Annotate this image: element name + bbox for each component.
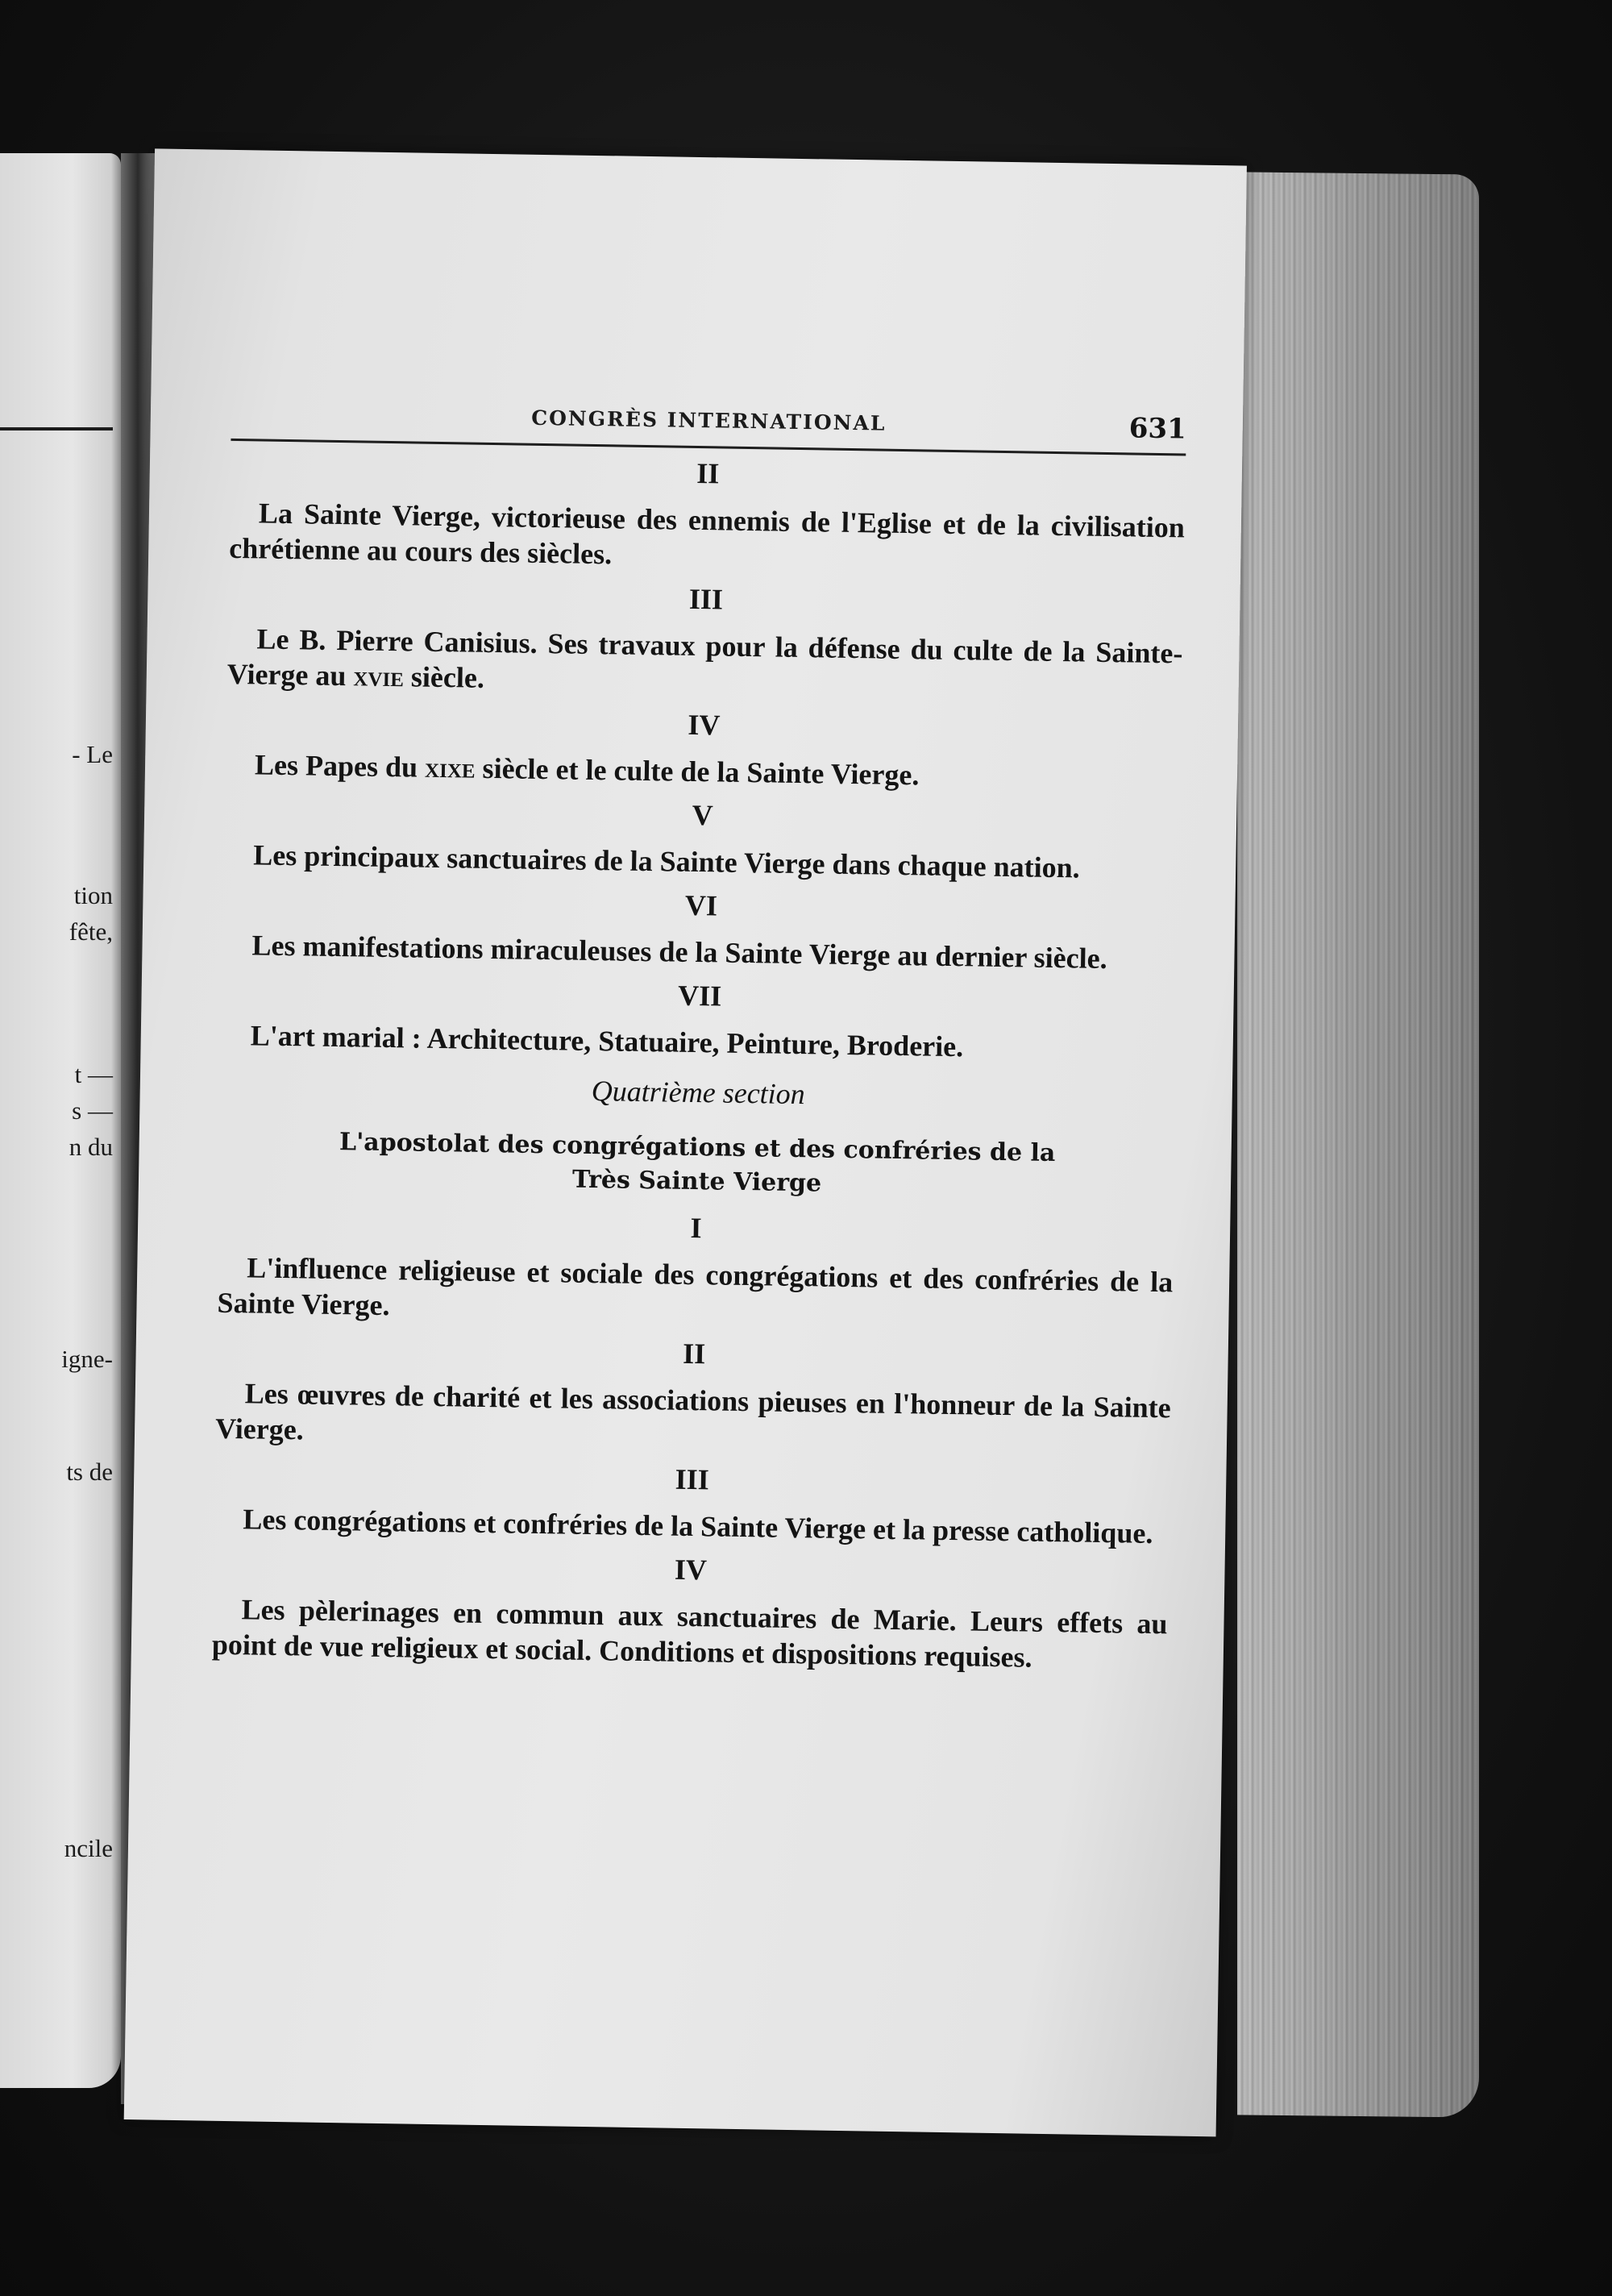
- left-fragment: fête,: [69, 917, 113, 946]
- roman-numeral: I: [690, 1211, 702, 1245]
- item-text-part: Les Papes du: [254, 748, 426, 784]
- century-numeral: xixe: [424, 751, 476, 784]
- roman-numeral: III: [688, 582, 724, 616]
- section-title: Quatrième section: [591, 1075, 806, 1111]
- item-text: [227, 621, 1183, 707]
- item-text: Les pèlerinages en commun aux sanctuaires de Marie. Leurs effets au point de vue religieux et social. Conditions et dispositions requises.: [211, 1593, 1168, 1674]
- century-numeral: xvie: [353, 659, 405, 693]
- left-page-edge: [0, 153, 121, 2088]
- section-subtitle-line: Très Sainte Vierge: [571, 1165, 822, 1198]
- left-fragment: t —: [74, 1060, 113, 1088]
- item-text: [226, 747, 1182, 797]
- item-text-part: siècle.: [403, 660, 485, 694]
- roman-numeral: IV: [674, 1553, 708, 1587]
- left-fragment: ncile: [64, 1834, 113, 1862]
- list-item: [221, 971, 1177, 1068]
- list-item: [214, 1454, 1170, 1552]
- book-page-edges: [1237, 172, 1479, 2117]
- left-fragment: n du: [69, 1133, 113, 1161]
- left-fragment: ts de: [66, 1458, 113, 1486]
- list-item: [212, 1545, 1169, 1678]
- left-fragment: igne-: [61, 1345, 113, 1373]
- roman-numeral: VII: [677, 979, 722, 1013]
- list-item: [215, 1329, 1172, 1462]
- roman-numeral: III: [675, 1462, 710, 1496]
- book-page: [124, 148, 1247, 2136]
- roman-numeral: V: [692, 798, 713, 832]
- roman-numeral: VI: [684, 888, 718, 922]
- roman-numeral: II: [682, 1337, 706, 1371]
- list-item: [217, 1203, 1174, 1336]
- left-fragment: tion: [73, 881, 113, 909]
- left-fragment: s —: [72, 1096, 113, 1125]
- list-item: [227, 574, 1184, 707]
- item-text: L'influence religieuse et sociale des congrégations et des confréries de la Sainte Vierge.: [217, 1251, 1174, 1322]
- page-content: [211, 448, 1186, 1685]
- item-text: La Sainte Vierge, victorieuse des ennemis de l'Eglise et de la civilisation chrétienne au cours des siècles.: [228, 497, 1186, 571]
- item-text-part: Le B. Pierre Canisius. Ses travaux pour la défense du culte de la Sainte-Vierge au: [226, 622, 1183, 693]
- running-head: CONGRÈS INTERNATIONAL: [531, 406, 887, 435]
- list-item: [224, 790, 1180, 888]
- item-text-part: siècle et le culte de la Sainte Vierge.: [475, 751, 920, 792]
- roman-numeral: IV: [688, 708, 721, 742]
- item-text: Les œuvres de charité et les associations pieuses en l'honneur de la Sainte Vierge.: [214, 1377, 1172, 1446]
- page-number: 631: [1128, 412, 1187, 446]
- section-subtitle: [219, 1124, 1175, 1207]
- left-page-rule: [0, 427, 113, 430]
- item-text: Les principaux sanctuaires de la Sainte Vierge dans chaque nation.: [253, 838, 1080, 884]
- left-fragment: - Le: [72, 740, 113, 768]
- list-item: [226, 700, 1182, 797]
- section-subtitle-line: L'apostolat des congrégations et des confréries de la: [339, 1128, 1056, 1168]
- roman-numeral: II: [696, 456, 720, 490]
- item-text: L'art marial : Architecture, Statuaire, Peinture, Broderie.: [250, 1019, 964, 1063]
- item-text: Les congrégations et confréries de la Sainte Vierge et la presse catholique.: [243, 1503, 1153, 1550]
- list-item: [222, 880, 1178, 978]
- list-item: [229, 448, 1186, 581]
- item-text: Les manifestations miraculeuses de la Sainte Vierge au dernier siècle.: [251, 929, 1107, 975]
